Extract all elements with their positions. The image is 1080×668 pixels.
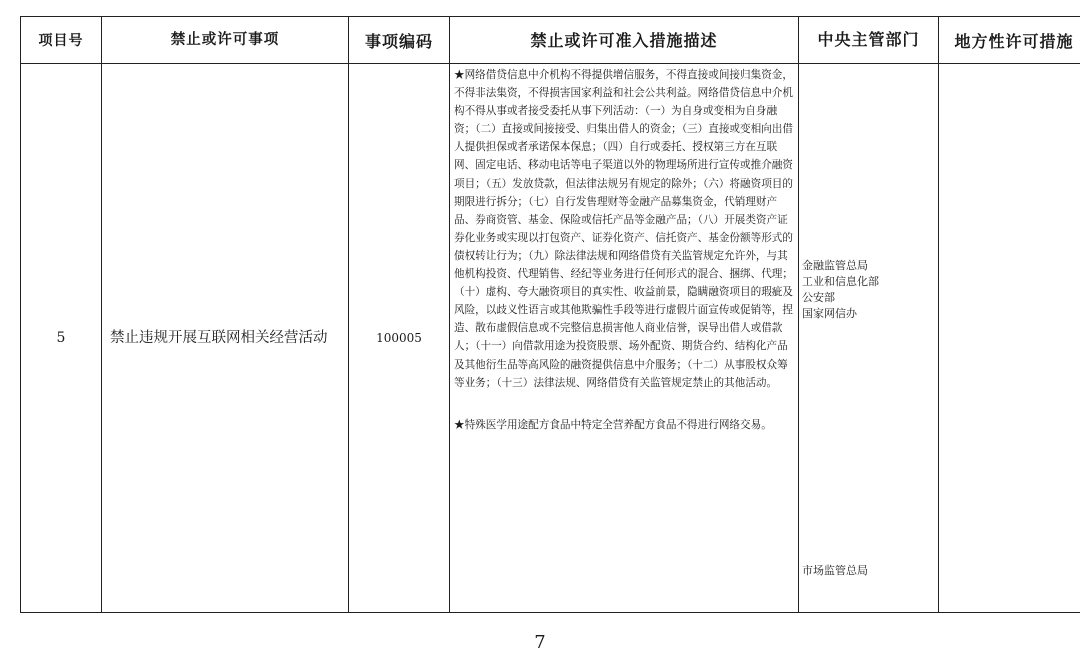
department-item: 市场监管总局 — [802, 564, 868, 577]
department-item: 公安部 — [802, 291, 835, 304]
header-central-department: 中央主管部门 — [799, 17, 939, 64]
header-local-measures: 地方性许可措施 — [939, 17, 1080, 64]
department-item: 工业和信息化部 — [802, 275, 879, 288]
department-item: 国家网信办 — [802, 307, 857, 320]
row-item-code: 100005 — [349, 64, 450, 613]
header-measures: 禁止或许可准入措施描述 — [450, 17, 799, 64]
header-item-number: 项目号 — [21, 17, 102, 64]
row-local-measures — [939, 64, 1080, 613]
measure-paragraph-online-lending: ★网络借贷信息中介机构不得提供增信服务，不得直接或间接归集资金，不得非法集资，不得损害国家利益和社会公共利益。网络借贷信息中介机构不得从事或者接受委托从事下列活动：（一）为自身或变相为自身融资；（二）直接或间接接受、归集出借人的资金；（三）直接或变相向出借人提供担保或者承诺保本保息；（四）自行或委托、授权第三方在互联网、固定电话、移动电话等电子渠道以外的物理场所进行宣传或推介融资项目；（五）发放贷款，但法律法规另有规定的除外；（六）将融资项目的期限进行拆分；（七）自行发售理财等金融产品募集资金，代销理财产品、券商资管、基金、保险或信托产品等金融产品；（八）开展类资产证券化业务或实现以打包资产、证券化资产、信托资产、基金份额等形式的债权转让行为；（九）除法律法规和网络借贷有关监管规定允许外，与其他机构投资、代理销售、经纪等业务进行任何形式的混合、捆绑、代理；（十）虚构、夸大融资项目的真实性、收益前景，隐瞒融资项目的瑕疵及风险，以歧义性语言或其他欺骗性手段等进行虚假片面宣传或促销等，捏造、散布虚假信息或不完整信息损害他人商业信誉，误导出借人或借款人；（十一）向借款用途为投资股票、场外配资、期货合约、结构化产品及其他衍生品等高风险的融资提供信息中介服务；（十二）从事股权众筹等业务；（十三）法律法规、网络借贷有关监管规定禁止的其他活动。 — [454, 69, 793, 389]
page-number: 7 — [534, 632, 546, 653]
row-measures-cell — [450, 64, 799, 613]
measure-paragraph-medical-food: ★特殊医学用途配方食品中特定全营养配方食品不得进行网络交易。 — [454, 418, 772, 431]
row-item-number: 5 — [21, 64, 102, 613]
row-item-name: 禁止违规开展互联网相关经营活动 — [102, 64, 349, 613]
table-header-row — [21, 17, 1080, 64]
header-item-name: 禁止或许可事项 — [102, 17, 349, 64]
row-departments-cell — [799, 64, 939, 613]
department-list-2 — [802, 563, 868, 579]
header-item-code: 事项编码 — [349, 17, 450, 64]
table-row — [21, 64, 1080, 613]
market-access-table — [20, 16, 1080, 613]
department-item: 金融监管总局 — [802, 259, 868, 272]
department-list-1 — [802, 258, 879, 322]
